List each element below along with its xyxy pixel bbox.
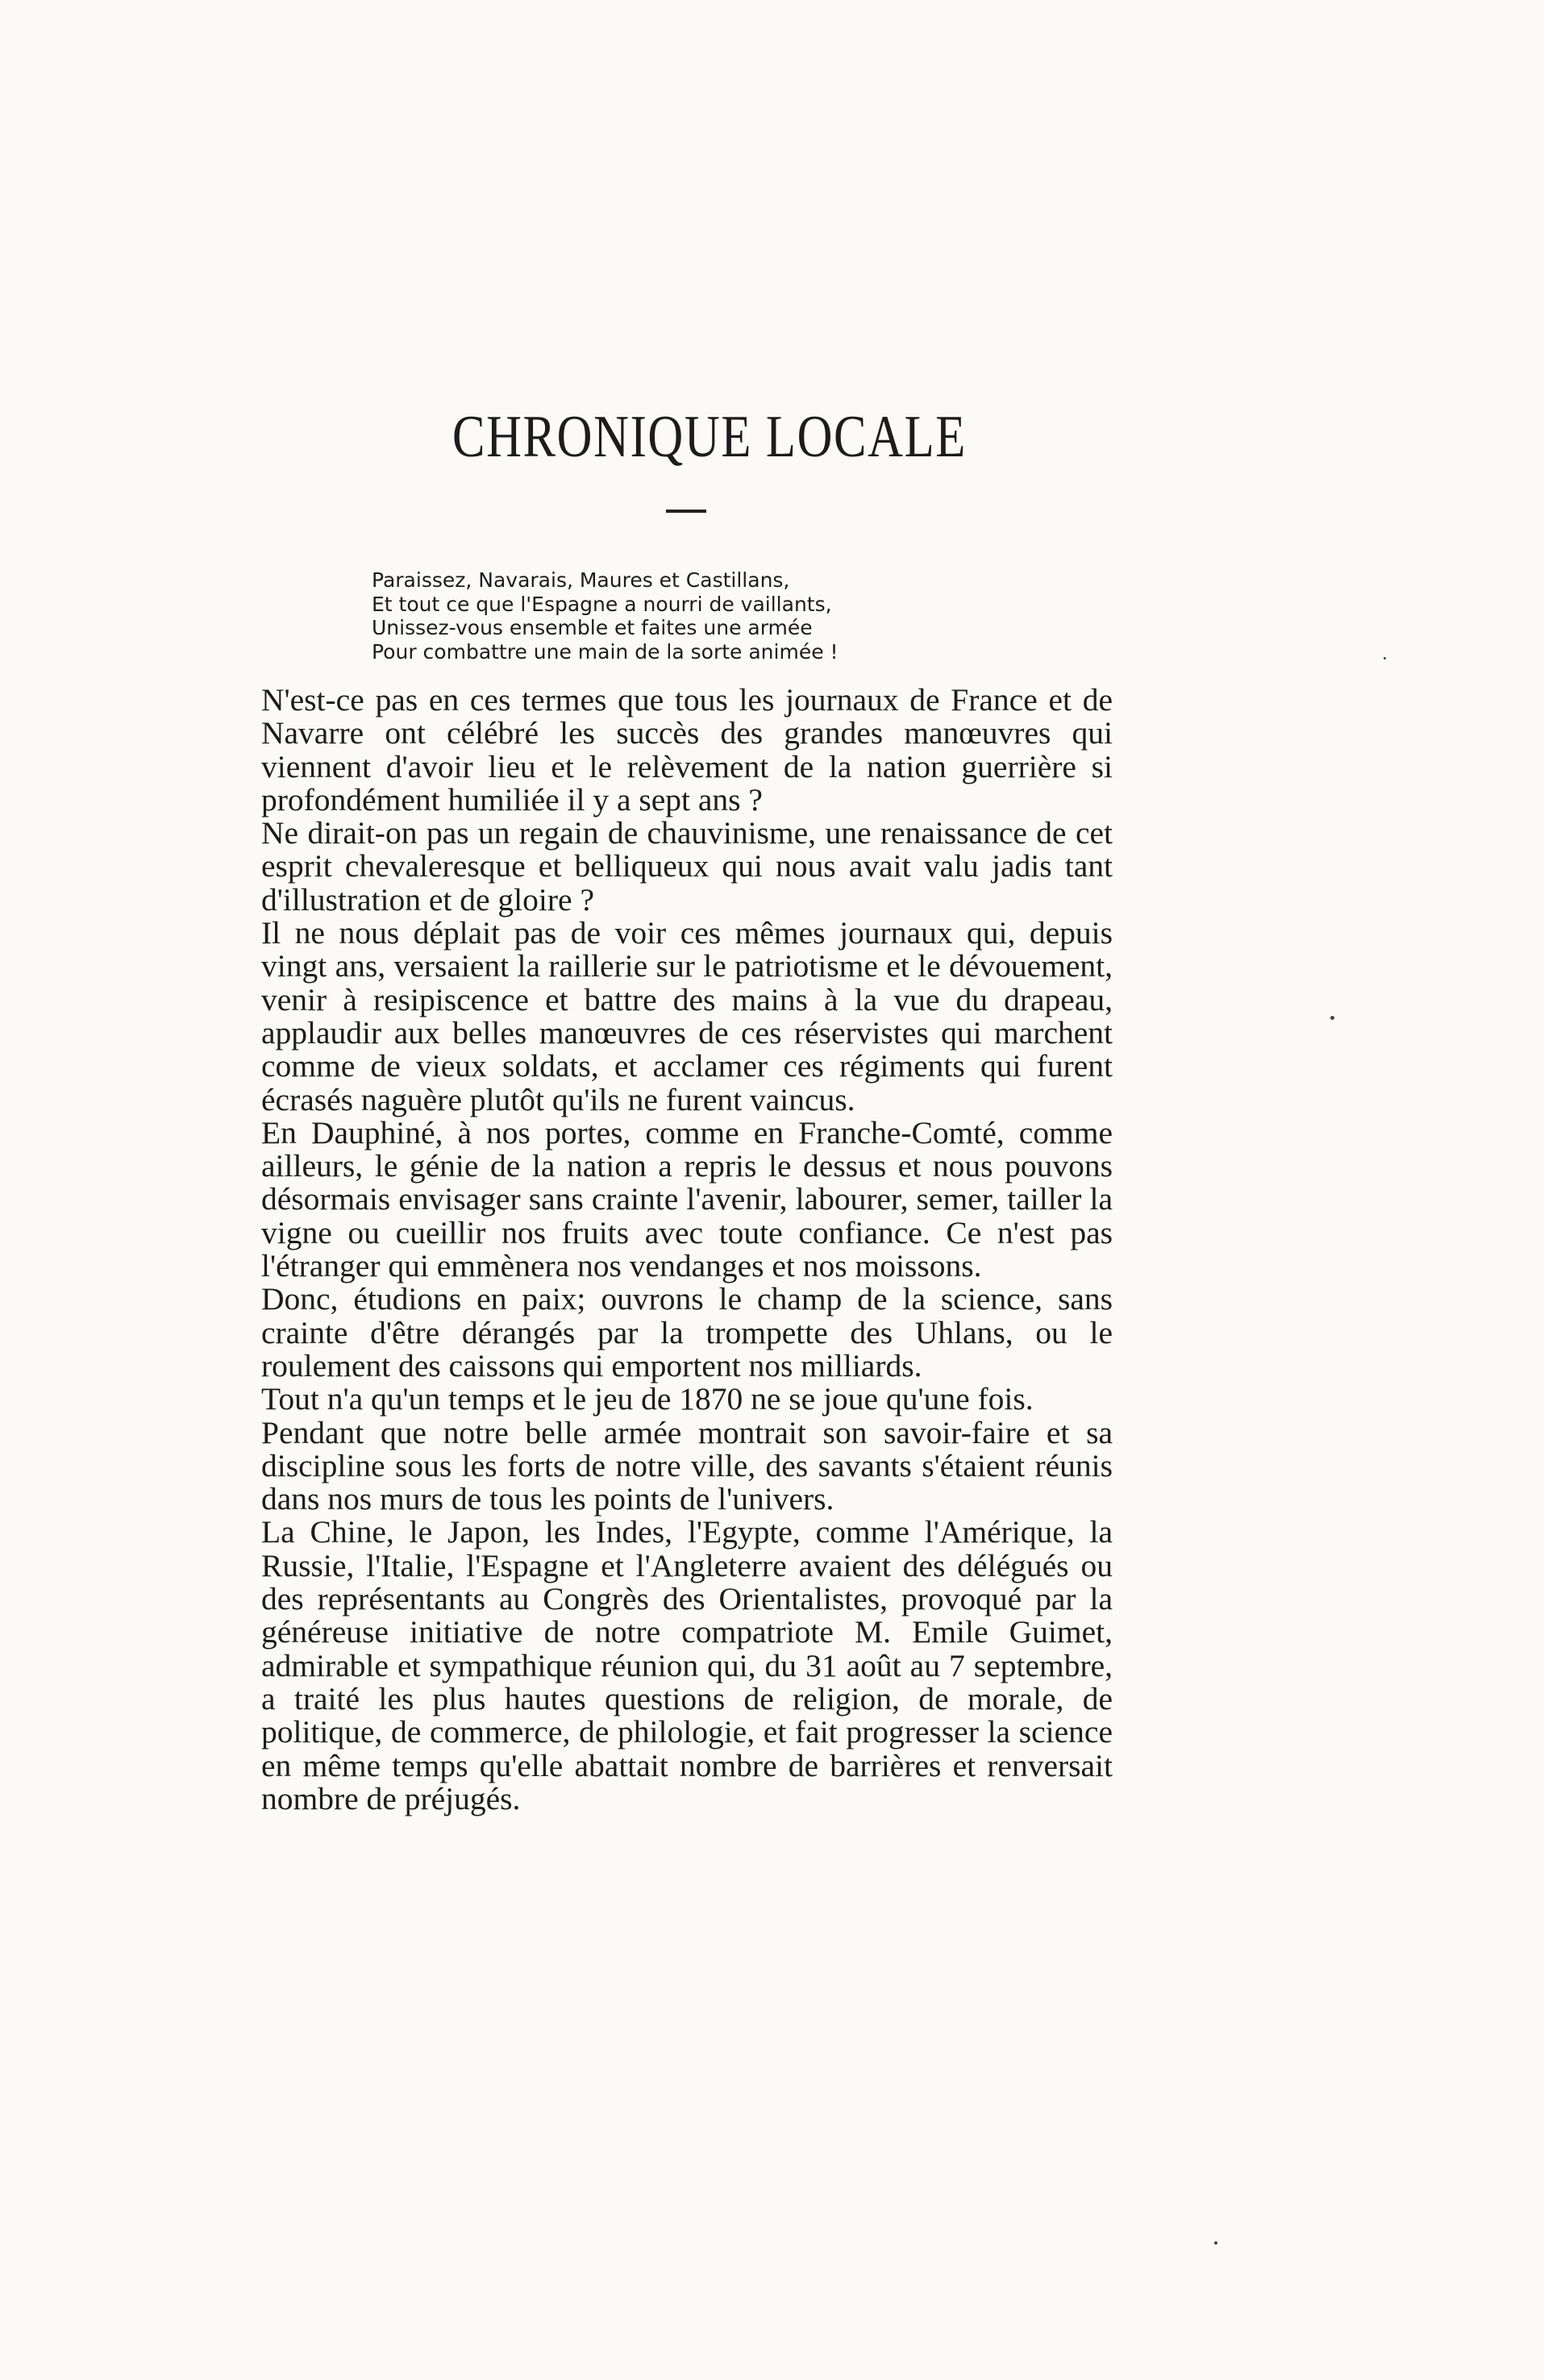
article-body — [261, 684, 1113, 1816]
epigraph-verse: Pour combattre une main de la sorte animée ! — [372, 639, 839, 664]
paragraph: Tout n'a qu'un temps et le jeu de 1870 ne se joue qu'une fois. — [261, 1381, 1034, 1417]
title-rule — [666, 510, 706, 513]
ink-speck — [1214, 2241, 1217, 2245]
ink-speck — [1330, 1016, 1334, 1020]
page-title: CHRONIQUE LOCALE — [452, 404, 968, 470]
paragraph: Ne dirait-on pas un regain de chauvinisme, une renaissance de cet esprit chevaleresque et belliqueux qui nous avait valu jadis tant d'illustration et de gloire ? — [261, 815, 1113, 917]
paragraph: Donc, étudions en paix; ouvrons le champ de la science, sans crainte d'être dérangés par la trompette des Uhlans, ou le roulement des caissons qui emportent nos milliards. — [261, 1281, 1113, 1383]
epigraph-verse: Paraissez, Navarais, Maures et Castillans, — [372, 568, 790, 592]
paragraph: En Dauphiné, à nos portes, comme en Franche-Comté, comme ailleurs, le génie de la nation a repris le dessus et nous pouvons désormais envisager sans crainte l'avenir, labourer, semer, tailler la vigne ou cueillir nos fruits avec toute confiance. Ce n'est pas l'étranger qui emmènera nos vendanges et nos moissons. — [261, 1114, 1113, 1284]
epigraph — [372, 568, 1097, 664]
ink-speck — [1384, 657, 1386, 659]
paragraph: La Chine, le Japon, les Indes, l'Egypte, comme l'Amérique, la Russie, l'Italie, l'Espagne et l'Angleterre avaient des délégués ou des représentants au Congrès des Orientalistes, provoqué par la généreuse initiative de notre compatriote M. Emile Guimet, admirable et sympathique réunion qui, du 31 août au 7 septembre, a traité les plus hautes questions de religion, de morale, de politique, de commerce, de philologie, et fait progresser la science en même temps qu'elle abattait nombre de barrières et renversait nombre de préjugés. — [261, 1514, 1113, 1816]
paragraph: Pendant que notre belle armée montrait son savoir-faire et sa discipline sous les forts de notre ville, des savants s'étaient réunis dans nos murs de tous les points de l'univers. — [261, 1414, 1113, 1517]
epigraph-verse: Et tout ce que l'Espagne a nourri de vaillants, — [372, 592, 832, 616]
paragraph: Il ne nous déplait pas de voir ces mêmes journaux qui, depuis vingt ans, versaient la raillerie sur le patriotisme et le dévouement, venir à resipiscence et battre des mains à la vue du drapeau, applaudir aux belles manœuvres de ces réservistes qui marchent comme de vieux soldats, et acclamer ces régiments qui furent écrasés naguère plutôt qu'ils ne furent vaincus. — [261, 915, 1113, 1117]
epigraph-verse: Unissez-vous ensemble et faites une armée — [372, 616, 813, 639]
paragraph: N'est-ce pas en ces termes que tous les journaux de France et de Navarre ont célébré les succès des grandes manœuvres qui viennent d'avoir lieu et le relèvement de la nation guerrière si profondément humiliée il y a sept ans ? — [261, 682, 1113, 818]
